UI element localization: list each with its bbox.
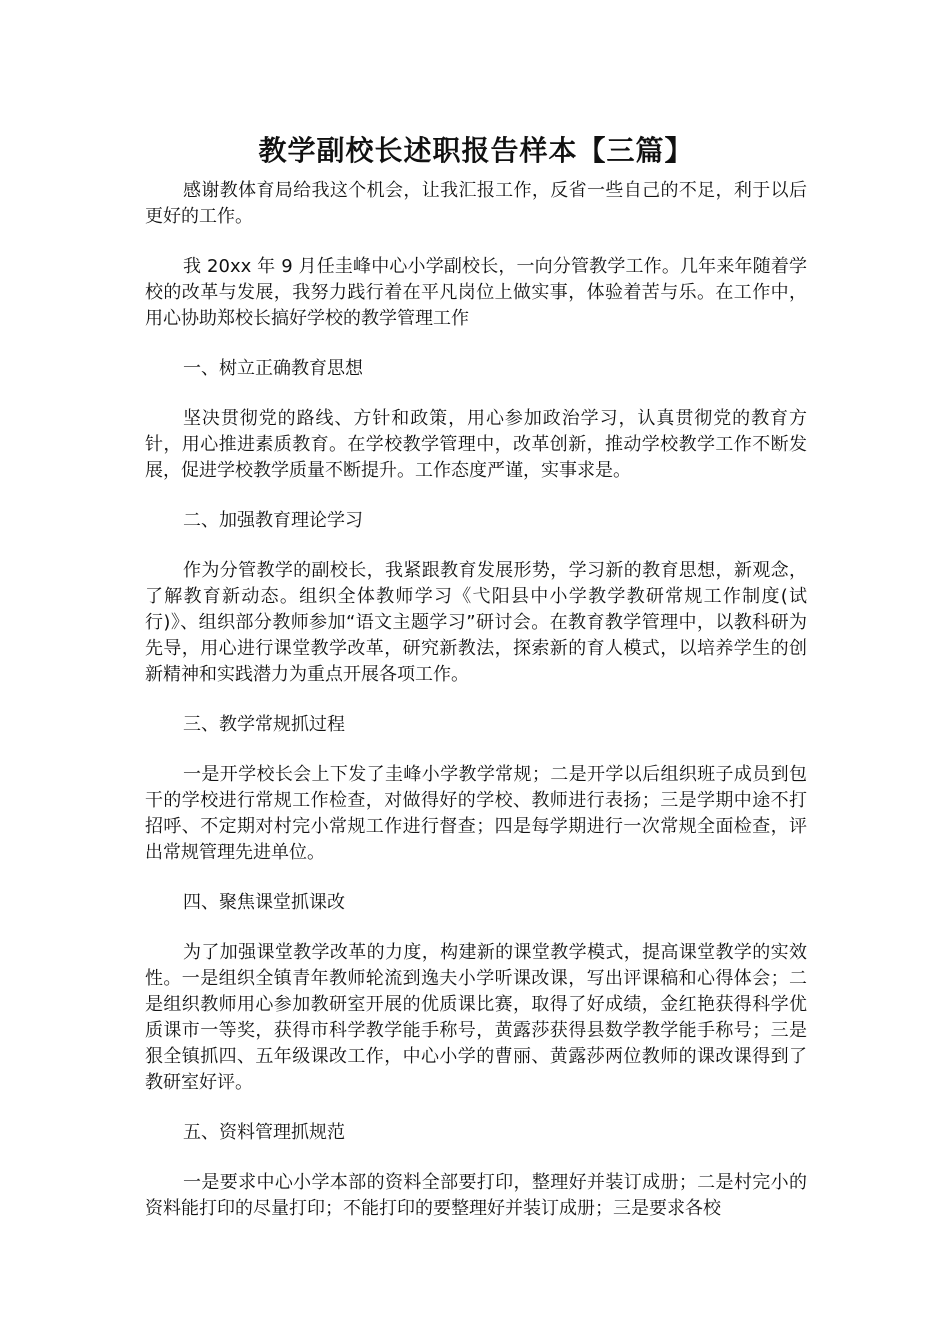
section-heading: 五、资料管理抓规范 xyxy=(183,1122,345,1143)
paragraph: 坚决贯彻党的路线、方针和政策，用心参加政治学习，认真贯彻党的教育方针，用心推进素质教育。在学校教学管理中，改革创新，推动学校教学工作不断发展，促进学校教学质量不断提升。工作态度严谨，实事求是。 xyxy=(145,408,807,481)
section-heading: 三、教学常规抓过程 xyxy=(183,714,345,735)
paragraph: 一是要求中心小学本部的资料全部要打印，整理好并装订成册；二是村完小的资料能打印的尽量打印；不能打印的要整理好并装订成册；三是要求各校 xyxy=(145,1172,807,1219)
paragraph: 作为分管教学的副校长，我紧跟教育发展形势，学习新的教育思想，新观念，了解教育新动态。组织全体教师学习《弋阳县中小学教学教研常规工作制度(试行)》、组织部分教师参加“语文主题学习”研讨会。在教育教学管理中，以教科研为先导，用心进行课堂教学改革，研究新教法，探索新的育人模式，以培养学生的创新精神和实践潜力为重点开展各项工作。 xyxy=(145,560,807,685)
paragraph: 为了加强课堂教学改革的力度，构建新的课堂教学模式，提高课堂教学的实效性。一是组织全镇青年教师轮流到逸夫小学听课改课，写出评课稿和心得体会；二是组织教师用心参加教研室开展的优质课比赛，取得了好成绩，金红艳获得科学优质课市一等奖，获得市科学教学能手称号，黄露莎获得县数学教学能手称号；三是狠全镇抓四、五年级课改工作，中心小学的曹丽、黄露莎两位教师的课改课得到了教研室好评。 xyxy=(145,942,807,1093)
paragraph: 感谢教体育局给我这个机会，让我汇报工作，反省一些自己的不足，利于以后更好的工作。 xyxy=(145,180,807,227)
section-heading: 一、树立正确教育思想 xyxy=(183,358,363,379)
paragraph: 我 20xx 年 9 月任圭峰中心小学副校长，一向分管教学工作。几年来年随着学校的改革与发展，我努力践行着在平凡岗位上做实事，体验着苦与乐。在工作中，用心协助郑校长搞好学校的教学管理工作 xyxy=(145,256,807,329)
paragraph: 一是开学校长会上下发了圭峰小学教学常规；二是开学以后组织班子成员到包干的学校进行常规工作检查，对做得好的学校、教师进行表扬；三是学期中途不打招呼、不定期对村完小常规工作进行督查；四是每学期进行一次常规全面检查，评出常规管理先进单位。 xyxy=(145,764,807,863)
page-title: 教学副校长述职报告样本【三篇】 xyxy=(258,134,694,167)
section-heading: 二、加强教育理论学习 xyxy=(183,510,363,531)
section-heading: 四、聚焦课堂抓课改 xyxy=(183,892,345,913)
document-body xyxy=(145,128,807,1246)
